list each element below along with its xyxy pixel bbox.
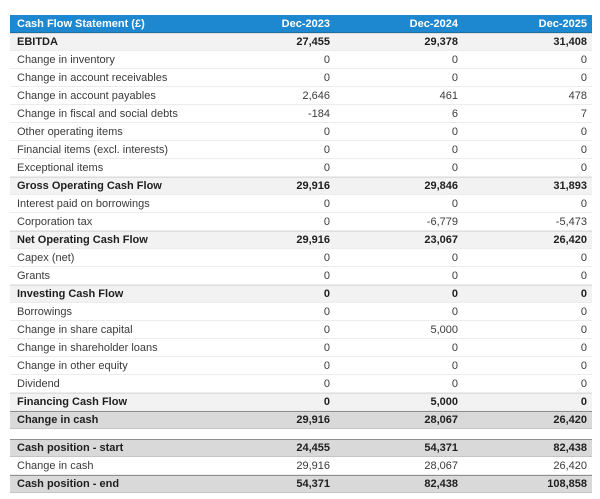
table-row: [10, 475, 592, 493]
row-value: -6,779: [426, 215, 458, 228]
row-value: 0: [323, 161, 330, 174]
row-label: Change in account receivables: [17, 71, 168, 84]
row-value: 54,371: [296, 478, 330, 490]
row-label: Dividend: [17, 377, 60, 390]
row-value: 29,916: [296, 414, 330, 426]
table-row: [10, 195, 592, 213]
row-value: 29,378: [424, 36, 458, 48]
row-value: 26,420: [553, 459, 587, 472]
row-value: 26,420: [553, 414, 587, 426]
row-label: Net Operating Cash Flow: [17, 234, 148, 246]
table-row: [10, 357, 592, 375]
row-value: 478: [568, 89, 587, 102]
row-value: 0: [580, 71, 587, 84]
table-row: [10, 339, 592, 357]
row-label: Investing Cash Flow: [17, 288, 124, 300]
table-row: [10, 457, 592, 475]
table-row: [10, 159, 592, 177]
row-value: 0: [580, 341, 587, 354]
row-value: 31,408: [553, 36, 587, 48]
row-value: 5,000: [430, 323, 458, 336]
table-row: [10, 393, 592, 411]
table-row: [10, 123, 592, 141]
table-row: [10, 51, 592, 69]
row-value: 24,455: [296, 442, 330, 454]
table-row: [10, 87, 592, 105]
row-value: 0: [451, 143, 458, 156]
row-value: 0: [451, 71, 458, 84]
row-label: Cash position - start: [17, 442, 124, 454]
row-value: 82,438: [424, 478, 458, 490]
row-label: Financing Cash Flow: [17, 396, 128, 408]
row-value: 0: [580, 305, 587, 318]
row-value: 0: [580, 396, 587, 408]
row-value: 0: [451, 359, 458, 372]
table-row: [10, 105, 592, 123]
row-value: 0: [580, 53, 587, 66]
row-value: 0: [323, 215, 330, 228]
row-value: 6: [451, 107, 458, 120]
row-value: 27,455: [296, 36, 330, 48]
row-value: 0: [580, 125, 587, 138]
row-value: 0: [323, 341, 330, 354]
row-value: 0: [323, 323, 330, 336]
row-value: 0: [451, 341, 458, 354]
row-value: 0: [580, 251, 587, 264]
row-label: Change in other equity: [17, 359, 128, 372]
table-title: Cash Flow Statement (£): [17, 17, 145, 30]
table-row: [10, 231, 592, 249]
row-value: 0: [580, 197, 587, 210]
row-label: Exceptional items: [17, 161, 104, 174]
table-row: [10, 285, 592, 303]
row-value: 2,646: [302, 89, 330, 102]
row-label: Change in cash: [17, 459, 94, 472]
row-value: 29,916: [296, 234, 330, 246]
table-body: [10, 33, 592, 429]
section-divider: [10, 429, 592, 439]
table-row: [10, 213, 592, 231]
row-value: 29,916: [296, 459, 330, 472]
table-row: [10, 141, 592, 159]
row-value: 0: [323, 359, 330, 372]
row-value: 0: [580, 323, 587, 336]
row-value: 0: [451, 197, 458, 210]
row-label: Change in share capital: [17, 323, 133, 336]
row-value: 0: [451, 377, 458, 390]
row-value: 29,916: [296, 180, 330, 192]
row-value: 0: [451, 125, 458, 138]
row-value: -184: [307, 107, 330, 120]
row-value: 0: [580, 359, 587, 372]
row-value: 461: [439, 89, 458, 102]
row-value: 31,893: [553, 180, 587, 192]
row-value: 108,858: [547, 478, 587, 490]
row-value: 0: [323, 125, 330, 138]
row-value: 28,067: [424, 414, 458, 426]
column-header-dec-2023: Dec-2023: [281, 17, 330, 30]
cash-flow-table: [10, 15, 592, 493]
row-label: Cash position - end: [17, 478, 120, 490]
row-value: 0: [323, 269, 330, 282]
row-value: 0: [323, 197, 330, 210]
row-value: 29,846: [424, 180, 458, 192]
row-label: Change in cash: [17, 414, 99, 426]
table-row: [10, 411, 592, 429]
cash-position-summary: [10, 439, 592, 493]
row-value: 0: [323, 53, 330, 66]
row-value: 0: [451, 305, 458, 318]
row-label: EBITDA: [17, 36, 58, 48]
table-row: [10, 267, 592, 285]
row-value: 28,067: [424, 459, 458, 472]
table-row: [10, 303, 592, 321]
row-label: Capex (net): [17, 251, 75, 264]
table-row: [10, 375, 592, 393]
table-row: [10, 33, 592, 51]
row-label: Change in fiscal and social debts: [17, 107, 178, 120]
row-value: 0: [451, 161, 458, 174]
row-value: 0: [323, 396, 330, 408]
row-label: Corporation tax: [17, 215, 93, 228]
row-value: 0: [323, 377, 330, 390]
row-value: 7: [580, 107, 587, 120]
row-value: 82,438: [553, 442, 587, 454]
row-label: Change in inventory: [17, 53, 115, 66]
row-label: Borrowings: [17, 305, 73, 318]
row-value: 0: [323, 251, 330, 264]
table-row: [10, 249, 592, 267]
row-value: 0: [323, 71, 330, 84]
row-value: 0: [451, 251, 458, 264]
row-value: 0: [580, 377, 587, 390]
row-label: Gross Operating Cash Flow: [17, 180, 162, 192]
row-label: Change in account payables: [17, 89, 156, 102]
table-row: [10, 439, 592, 457]
row-label: Change in shareholder loans: [17, 341, 158, 354]
column-header-dec-2024: Dec-2024: [409, 17, 458, 30]
row-value: 26,420: [553, 234, 587, 246]
row-value: 23,067: [424, 234, 458, 246]
row-value: 0: [580, 269, 587, 282]
row-value: -5,473: [555, 215, 587, 228]
table-row: [10, 321, 592, 339]
row-value: 0: [580, 288, 587, 300]
row-value: 0: [323, 305, 330, 318]
row-value: 0: [451, 269, 458, 282]
table-row: [10, 177, 592, 195]
table-header-row: [10, 15, 592, 33]
row-label: Other operating items: [17, 125, 123, 138]
row-value: 0: [451, 288, 458, 300]
row-value: 0: [451, 53, 458, 66]
row-label: Grants: [17, 269, 51, 282]
row-value: 54,371: [424, 442, 458, 454]
row-value: 0: [580, 161, 587, 174]
column-header-dec-2025: Dec-2025: [538, 17, 587, 30]
row-label: Interest paid on borrowings: [17, 197, 150, 210]
row-value: 5,000: [430, 396, 458, 408]
row-value: 0: [323, 288, 330, 300]
table-row: [10, 69, 592, 87]
row-value: 0: [580, 143, 587, 156]
row-label: Financial items (excl. interests): [17, 143, 168, 156]
row-value: 0: [323, 143, 330, 156]
